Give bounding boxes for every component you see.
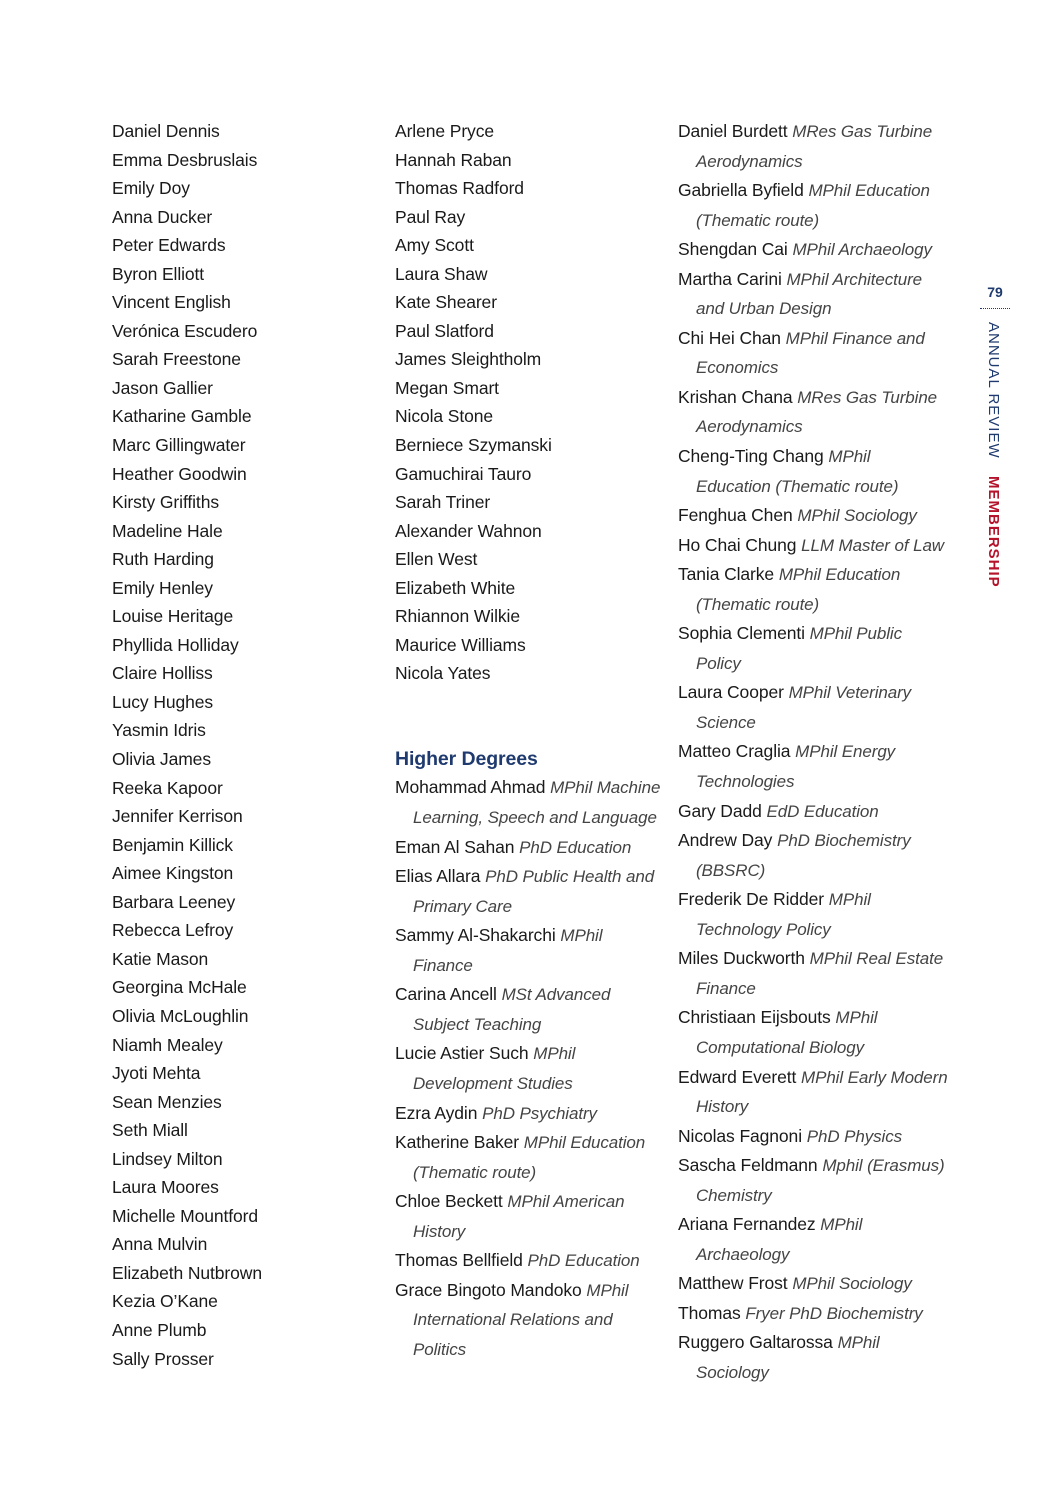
side-tab <box>980 282 1010 588</box>
degree-course: MRes Gas Turbine Aerodynamics <box>696 387 938 437</box>
degree-course: PhD Physics <box>806 1126 903 1146</box>
member-name: Reeka Kapoor <box>112 777 223 798</box>
member-name: Laura Moores <box>112 1177 219 1198</box>
degree-student-name: Martha Carini <box>678 268 782 289</box>
member-name: Louise Heritage <box>112 606 234 627</box>
member-names-list <box>395 117 665 688</box>
degree-entry <box>678 1210 948 1269</box>
degree-course: MPhil Finance and Economics <box>696 328 925 378</box>
degree-entry <box>678 1328 948 1387</box>
degree-student-name: Sascha Feldmann <box>678 1155 818 1176</box>
member-name: Katie Mason <box>112 948 209 969</box>
degree-student-name: Matthew Frost <box>678 1273 788 1294</box>
degree-course: MPhil Education (Thematic route) <box>696 565 901 614</box>
degree-student-name: Shengdan Cai <box>678 239 788 260</box>
member-name: Elizabeth White <box>395 577 516 598</box>
degree-course: MPhil Sociology <box>792 1274 912 1294</box>
degree-course: MPhil Development Studies <box>413 1044 576 1093</box>
member-name: Berniece Szymanski <box>395 435 552 456</box>
degree-course: MPhil Real Estate Finance <box>696 949 944 998</box>
degree-course: EdD Education <box>766 801 879 821</box>
member-name: Nicola Yates <box>395 663 491 684</box>
degree-course: MPhil Education (Thematic route) <box>413 1133 646 1182</box>
member-name: Kirsty Griffiths <box>112 492 219 513</box>
degree-student-name: Laura Cooper <box>678 682 784 703</box>
degree-entry <box>678 1269 948 1299</box>
member-name: Katharine Gamble <box>112 406 252 427</box>
member-name: Laura Shaw <box>395 263 488 284</box>
member-name: Claire Holliss <box>112 663 213 684</box>
degree-student-name: Gary Dadd <box>678 800 762 821</box>
degree-entry <box>678 531 948 561</box>
degree-entry <box>395 1276 665 1365</box>
degree-student-name: Chi Hei Chan <box>678 327 781 348</box>
degree-entry <box>678 737 948 796</box>
degree-entry <box>395 1246 665 1276</box>
degree-entry <box>678 1063 948 1122</box>
degree-student-name: Chloe Beckett <box>395 1191 503 1212</box>
degree-entry <box>395 1128 665 1187</box>
degree-student-name: Ezra Aydin <box>395 1102 478 1123</box>
degree-course: MPhil Architecture and Urban Design <box>696 269 923 319</box>
member-name: Kate Shearer <box>395 292 497 313</box>
member-name: Georgina McHale <box>112 977 247 998</box>
degree-course: MPhil Early Modern History <box>696 1067 948 1117</box>
member-name: Heather Goodwin <box>112 463 247 484</box>
member-name: James Sleightholm <box>395 349 542 370</box>
member-name: Amy Scott <box>395 235 474 256</box>
page-number: 79 <box>987 284 1003 300</box>
member-name: Maurice Williams <box>395 634 526 655</box>
member-name: Megan Smart <box>395 377 499 398</box>
member-name: Niamh Mealey <box>112 1034 223 1055</box>
member-name: Paul Slatford <box>395 320 494 341</box>
degree-entry <box>678 944 948 1003</box>
member-name: Nicola Stone <box>395 406 494 427</box>
degree-course: MPhil Education (Thematic route) <box>696 447 899 496</box>
degree-entry <box>678 1003 948 1062</box>
degree-course: MPhil Education (Thematic route) <box>696 181 930 230</box>
degree-entry <box>395 1039 665 1098</box>
degree-student-name: Cheng-Ting Chang <box>678 446 824 467</box>
degree-course: MPhil Technology Policy <box>696 890 871 939</box>
member-name: Hannah Raban <box>395 149 512 170</box>
degree-student-name: Miles Duckworth <box>678 948 805 969</box>
degree-student-name: Christiaan Eijsbouts <box>678 1007 831 1028</box>
member-name: Verónica Escudero <box>112 320 258 341</box>
section-label <box>985 322 1002 588</box>
degree-entry <box>678 383 948 442</box>
degree-student-name: Thomas <box>678 1302 741 1323</box>
member-name: Jennifer Kerrison <box>112 806 243 827</box>
degree-student-name: Edward Everett <box>678 1066 797 1087</box>
degree-student-name: Krishan Chana <box>678 386 793 407</box>
degree-course: PhD Psychiatry <box>482 1103 597 1123</box>
degree-course: MPhil Sociology <box>696 1333 880 1382</box>
degree-student-name: Gabriella Byfield <box>678 180 804 201</box>
member-name: Alexander Wahnon <box>395 520 542 541</box>
degree-student-name: Frederik De Ridder <box>678 889 825 910</box>
member-name: Rhiannon Wilkie <box>395 606 520 627</box>
degree-entry <box>678 235 948 265</box>
degree-entry <box>678 885 948 944</box>
degree-course: MPhil Sociology <box>797 506 917 526</box>
member-name: Madeline Hale <box>112 520 223 541</box>
degree-entry <box>395 833 665 863</box>
degree-student-name: Eman Al Sahan <box>395 836 515 857</box>
degree-entry <box>395 1099 665 1129</box>
member-name: Seth Miall <box>112 1120 188 1141</box>
degree-student-name: Katherine Baker <box>395 1132 519 1153</box>
member-name: Daniel Dennis <box>112 121 220 141</box>
degree-student-name: Tania Clarke <box>678 564 775 585</box>
member-name: Lindsey Milton <box>112 1148 223 1169</box>
member-name: Thomas Radford <box>395 178 524 199</box>
degree-entry <box>678 265 948 324</box>
degree-entry <box>678 678 948 737</box>
degree-student-name: Thomas Bellfield <box>395 1250 523 1271</box>
member-name: Sarah Freestone <box>112 349 241 370</box>
degree-entry <box>678 1151 948 1210</box>
member-name: Paul Ray <box>395 206 466 227</box>
degree-entry <box>678 442 948 501</box>
degree-student-name: Grace Bingoto Mandoko <box>395 1279 582 1300</box>
degree-course: MRes Gas Turbine Aerodynamics <box>696 122 933 171</box>
member-list-column-3 <box>678 117 948 1388</box>
member-name: Elizabeth Nutbrown <box>112 1262 262 1283</box>
member-name: Anna Mulvin <box>112 1234 208 1255</box>
member-name: Byron Elliott <box>112 263 205 284</box>
member-name: Arlene Pryce <box>395 121 494 141</box>
degree-course: PhD Education <box>519 837 632 857</box>
degree-course: LLM Master of Law <box>801 535 944 555</box>
degree-student-name: Mohammad Ahmad <box>395 777 546 798</box>
member-name: Barbara Leeney <box>112 891 236 912</box>
higher-degrees-heading: Higher Degrees <box>395 747 538 770</box>
degree-course: MSt Advanced Subject Teaching <box>413 985 611 1034</box>
member-list-column-2 <box>395 117 665 1364</box>
member-name: Vincent English <box>112 292 231 313</box>
degree-course: MPhil Computational Biology <box>696 1008 878 1057</box>
degree-course: MPhil Archaeology <box>696 1215 863 1264</box>
member-name: Ruth Harding <box>112 549 214 570</box>
degree-entry <box>395 980 665 1039</box>
degree-course: MPhil Energy Technologies <box>696 742 896 792</box>
section-label-membership: MEMBERSHIP <box>985 475 1002 588</box>
member-name: Emily Doy <box>112 178 190 199</box>
degree-course: PhD Public Health and Primary Care <box>413 867 655 916</box>
member-name: Olivia McLoughlin <box>112 1005 249 1026</box>
degree-student-name: Nicolas Fagnoni <box>678 1125 802 1146</box>
member-name: Lucy Hughes <box>112 691 214 712</box>
member-name: Phyllida Holliday <box>112 634 239 655</box>
divider <box>980 308 1010 309</box>
degree-entry <box>678 176 948 235</box>
member-name: Peter Edwards <box>112 235 226 256</box>
degree-course: PhD Education <box>527 1251 640 1271</box>
member-name: Jyoti Mehta <box>112 1063 201 1084</box>
degree-entry <box>395 921 665 980</box>
higher-degrees-list <box>395 773 665 1364</box>
member-name: Yasmin Idris <box>112 720 206 741</box>
member-name: Benjamin Killick <box>112 834 233 855</box>
degree-entry <box>678 560 948 619</box>
member-name: Emily Henley <box>112 577 213 598</box>
member-name: Ellen West <box>395 549 478 570</box>
degree-course: MPhil Finance <box>413 926 603 975</box>
degree-course: MPhil Veterinary Science <box>696 683 912 732</box>
member-name: Jason Gallier <box>112 377 213 398</box>
member-name: Sarah Triner <box>395 492 491 513</box>
member-name: Kezia O’Kane <box>112 1291 218 1312</box>
member-name: Gamuchirai Tauro <box>395 463 532 484</box>
degree-student-name: Fenghua Chen <box>678 505 793 526</box>
section-label-annual-review: ANNUAL REVIEW <box>985 322 1002 459</box>
degree-student-name: Elias Allara <box>395 866 481 887</box>
degree-entry <box>395 862 665 921</box>
member-name: Anne Plumb <box>112 1319 207 1340</box>
member-name: Olivia James <box>112 749 211 770</box>
member-name: Rebecca Lefroy <box>112 920 234 941</box>
degree-student-name: Daniel Burdett <box>678 121 788 141</box>
member-name: Emma Desbruslais <box>112 149 258 170</box>
member-name: Sean Menzies <box>112 1091 222 1112</box>
member-name: Michelle Mountford <box>112 1205 259 1226</box>
degree-course: MPhil Public Policy <box>696 624 903 673</box>
degree-course: MPhil Machine Learning, Speech and Language <box>413 778 661 828</box>
degree-student-name: Ariana Fernandez <box>678 1214 816 1235</box>
degree-course: Fryer PhD Biochemistry <box>745 1303 923 1323</box>
degree-student-name: Matteo Craglia <box>678 741 791 762</box>
degree-entry <box>678 324 948 383</box>
degree-entry <box>678 826 948 885</box>
degree-entry <box>678 117 948 176</box>
degree-course: MPhil Archaeology <box>792 240 932 260</box>
degree-course: PhD Biochemistry (BBSRC) <box>696 831 911 880</box>
degree-student-name: Sophia Clementi <box>678 623 805 644</box>
degree-entry <box>395 1187 665 1246</box>
member-name: Anna Ducker <box>112 206 213 227</box>
degree-entry <box>678 1122 948 1152</box>
member-list-column-1 <box>112 117 377 1373</box>
degree-course: MPhil International Relations and Politics <box>413 1280 629 1359</box>
member-name: Marc Gillingwater <box>112 435 246 456</box>
degree-student-name: Carina Ancell <box>395 984 497 1005</box>
member-name: Aimee Kingston <box>112 863 234 884</box>
member-name: Sally Prosser <box>112 1348 214 1369</box>
degree-entry <box>395 773 665 832</box>
degree-student-name: Lucie Astier Such <box>395 1043 529 1064</box>
degree-entry <box>678 1299 948 1329</box>
degree-entry <box>678 619 948 678</box>
degree-student-name: Andrew Day <box>678 830 773 851</box>
degree-student-name: Ho Chai Chung <box>678 534 797 555</box>
degree-entry <box>678 501 948 531</box>
degree-entry <box>678 797 948 827</box>
degree-course: MPhil American History <box>413 1192 625 1241</box>
degree-course: Mphil (Erasmus) Chemistry <box>696 1156 945 1205</box>
degree-student-name: Ruggero Galtarossa <box>678 1332 833 1353</box>
degree-student-name: Sammy Al-Shakarchi <box>395 925 556 946</box>
